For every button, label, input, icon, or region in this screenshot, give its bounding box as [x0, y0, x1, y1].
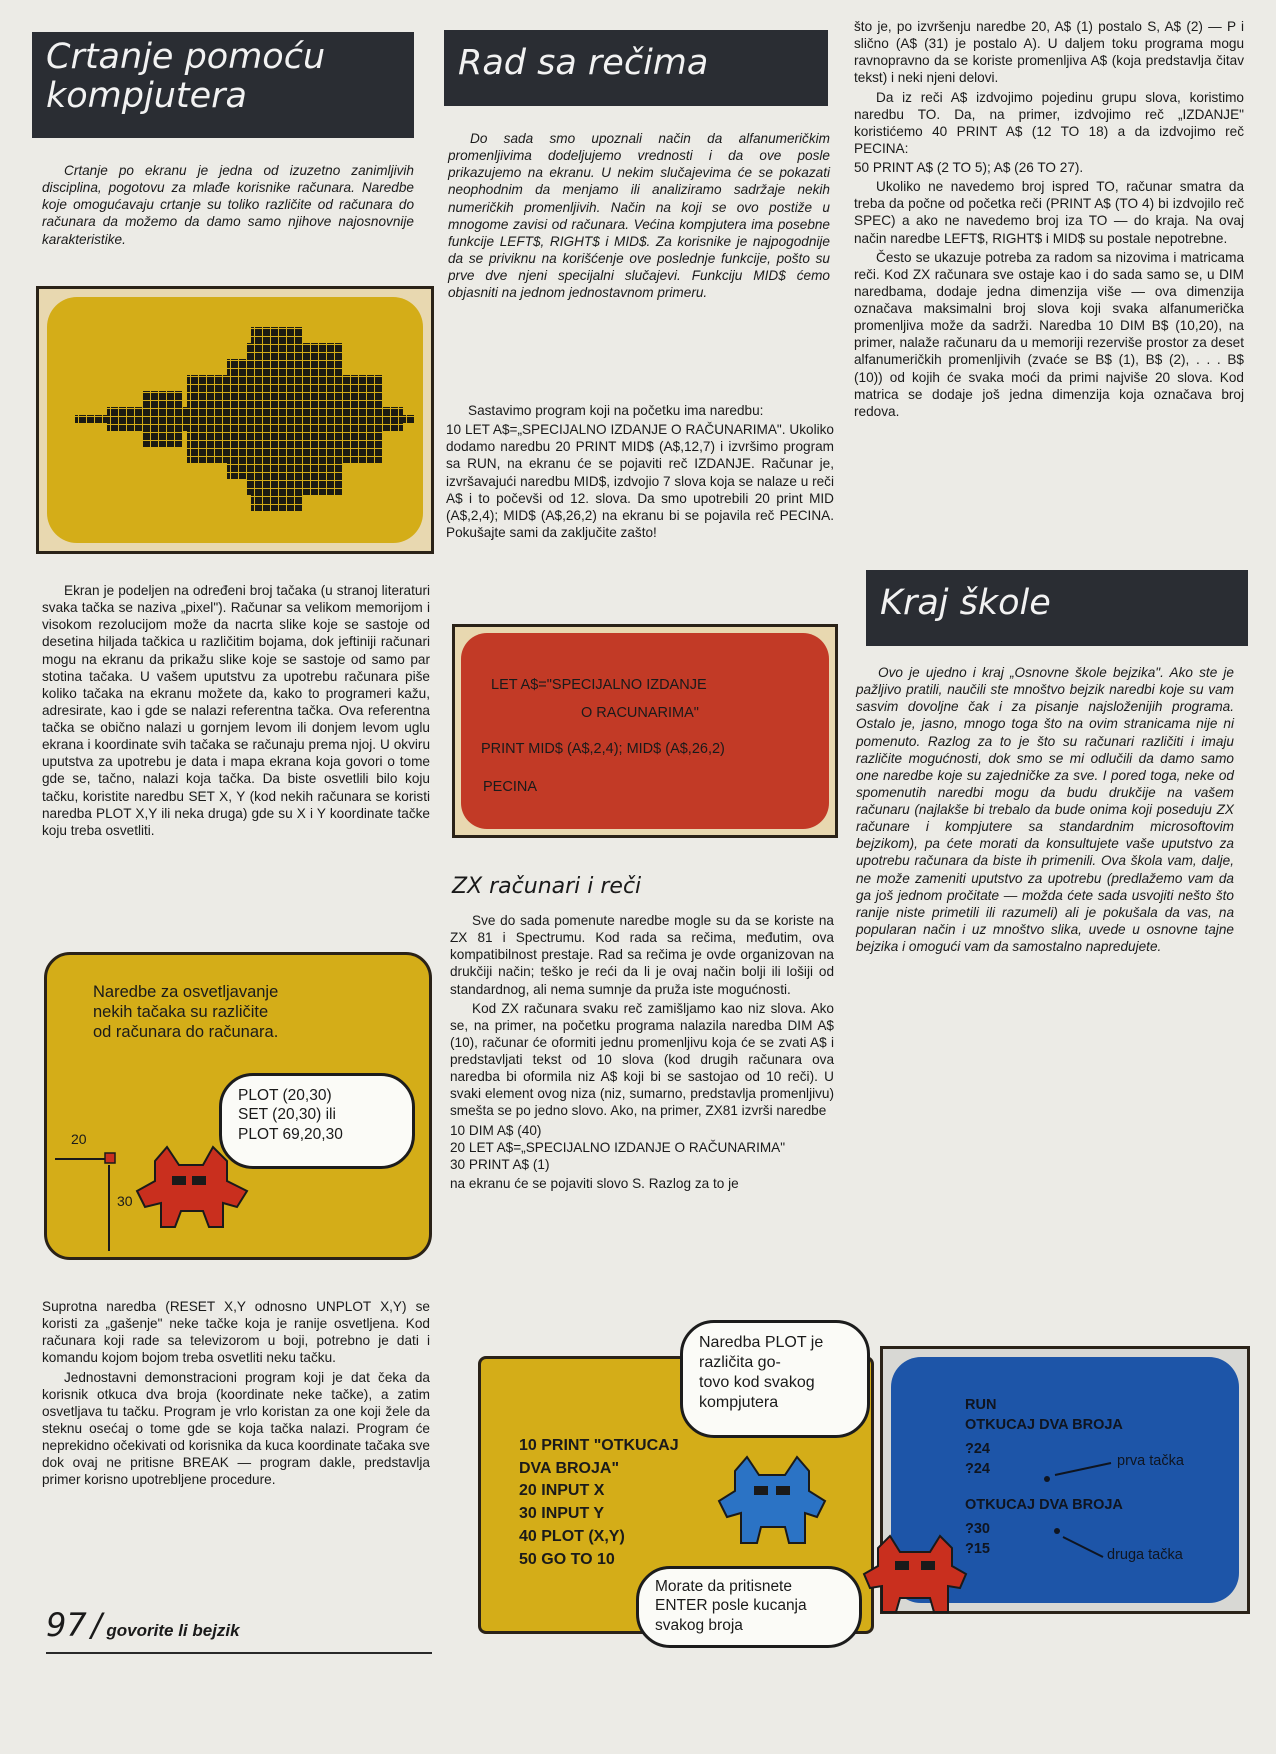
- plot-illustration-frame: [44, 952, 432, 1260]
- second-point-arrow: [1063, 1537, 1103, 1557]
- spaceship-screen: [47, 297, 423, 543]
- mid-example-screen-frame: [452, 624, 838, 838]
- spaceship-screen-frame: [36, 286, 434, 554]
- col2-intro-text: Do sada smo upoznali način da alfanumeričkim promenljivima dodeljujemo vrednosti i da ove posle prikazujemo na ekranu. U nekim slučajevima će se pokazati neophodnim da menjamo ili analiziramo sadržaje nekih numeričkih promenljivih. Način na koji se ovo postiže u mnogome zavisi od računara. Većina kompjutera ima posebne funkcije LEFT$, RIGHT$ i MID$. Za korisnike je najpogodnije da se priviknu na korišćenje ove poslednje funkcije, pošto su prve dve njeni specijalni slučajevi. Funkciju MID$ ćemo objasniti na jednom jednostavnom primeru.: [448, 131, 830, 301]
- col1-body2: [42, 1298, 430, 1490]
- spaceship-drawing: [47, 297, 423, 543]
- col3-p4-text: Ukoliko ne navedemo broj ispred TO, računar smatra da treba da počne od početka reči (PRINT A$ (TO 4) bi izdvojilo reč SPEC) a ako ne navedemo broj iza TO — do kraja. Na ovaj način naredbe LEFT$, RIGHT$ i MID$ su postale nepotrebne.: [854, 179, 1244, 246]
- x-coordinate-label: 20: [71, 1131, 87, 1147]
- second-point-label: druga tačka: [1107, 1547, 1183, 1563]
- col1-intro-text: Crtanje po ekranu je jedna od izuzetno zanimljivih disciplina, pogotovu za mlađe korisnike računara. Naredbe koje omogućavaju crtanje su toliko različite od računara do računara da možemo da damo samo njihove najosnovnije karakteristike.: [42, 163, 414, 247]
- magazine-title: govorite li bejzik: [106, 1621, 240, 1640]
- page-slash: /: [91, 1606, 102, 1644]
- screen-line-4: PECINA: [483, 779, 537, 795]
- col3-p2-text: Da iz reči A$ izdvojimo pojedinu grupu slova, koristimo naredbu TO. Da, na primer, izdvojimo reč „IZDANJE" koristićemo 40 PRINT A$ (12 TO 18) a da izdvojimo reč PECINA:: [854, 89, 1244, 156]
- section-title-text: Rad sa rečima: [458, 43, 709, 83]
- col3-p6-text: Ovo je ujedno i kraj „Osnovne škole bejzika". Ako ste je pažljivo pratili, naučili ste mnoštvo bejzik naredbi koje su vam sasvim dovoljne čak i za pisanje najsloženijih programa. Ostalo je, jasno, mnogo toga što na ovim stranicama nije ni pomenuto. Razlog za to je što su računari različiti i imaju različite mogućnosti, dok smo se mi odlučili da damo samo one naredbe koje su zajedničke za sve. I pored toga, neke od spomenutih naredbi mogu da budu drukčije na vašem računaru (najlakše bi trebalo da bude onima koji poseduju ZX računare i kompjutere sa standardnim microsoftovim bejzikom), pa ćete morati da konsultujete vaše uputstvo za upotrebu računara da biste ih primenili. Ova škola vam, dalje, ne može zameniti uputstvo za upotrebu (predlažemo vam da ga još jednom pročitate — možda ćete sada usvojiti nešto što ranije niste primetili ili razumeli) ali je pokušala da vas, na popularan način i uz mnoštvo slika, uvede u osnovne tajne bejzika i omogući vam da samostalno napredujete.: [856, 665, 1234, 954]
- screen-input-2: ?24: [965, 1461, 990, 1477]
- col3-p5-text: Često se ukazuje potreba za radom sa nizovima i matricama reči. Kod ZX računara sve ostaje kao i do sada samo se, u DIM naredbama, dodaje jedna dimenzija više — ova dimenzija označava maksimalni broj slova koji svaka alfanumerička promenljiva može da sadrži. Naredba 10 DIM B$ (10,20), na primer, nalaže računaru da u memoriji rezerviše prostor za deset alfanumeričkih promenljivih (zvaće se B$ (1), B$ (2), . . . B$ (10)) od kojih će svaka moći da primi najviše 20 slova. Kod matrica se dodaje još jedna dimenzija koja označava broj redova.: [854, 249, 1244, 419]
- spaceship-pixels: [75, 327, 415, 511]
- screen-run: RUN: [965, 1397, 997, 1413]
- screen-prompt-2: OTKUCAJ DVA BROJA: [965, 1497, 1123, 1513]
- col3-body1: [854, 18, 1244, 422]
- col3-p1-text: što je, po izvršenju naredbe 20, A$ (1) postalo S, A$ (2) — P i slično (A$ (31) je postalo A). U daljem toku programa mogu ravnopravno da se koriste promenljiva A$ (koja predstavlja čitav tekst) i neki njeni delovi.: [854, 19, 1244, 86]
- plot-diagram: [47, 955, 429, 1257]
- col3-p3-text: 50 PRINT A$ (2 TO 5); A$ (26 TO 27).: [854, 160, 1084, 175]
- col1-body1: [42, 582, 430, 841]
- col2-body1: [446, 402, 834, 543]
- col2-p1-text: Sastavimo program koji na početku ima naredbu:: [468, 403, 764, 418]
- blue-character-icon: [713, 1451, 833, 1571]
- first-point-arrow: [1055, 1463, 1111, 1475]
- y-coordinate-label: 30: [117, 1193, 133, 1209]
- screen-line-2: O RACUNARIMA": [581, 705, 699, 721]
- section-title-kraj-skole: [866, 570, 1248, 646]
- screen-input-4: ?15: [965, 1541, 990, 1557]
- col3-body2: [856, 664, 1234, 957]
- section-title-text: Crtanje pomoću kompjutera: [46, 37, 326, 117]
- col1-body2b-text: Jednostavni demonstracioni program koji je dat čeka da korisnik otkuca dva broja (koordinate neke tačke), a zatim osvetljava tu tačku. Program je vrlo koristan za one koji žele da steknu osećaj o tome gde se koja tačka nalazi. Program će neprekidno očekivati od korisnika da kuca koordinate tačaka sve dok ovaj ne pritisne BREAK — program dakle, predstavlja primer korisno upotrebljene procedure.: [42, 1369, 430, 1488]
- col2-p5-text: na ekranu će se pojaviti slovo S. Razlog za to je: [450, 1175, 739, 1191]
- screen-line-1: LET A$="SPECIJALNO IZDANJE: [491, 677, 707, 693]
- red-character-icon: [137, 1147, 247, 1227]
- first-point-dot: [1044, 1476, 1050, 1482]
- first-point-label: prva tačka: [1117, 1453, 1184, 1469]
- second-point-dot: [1054, 1528, 1060, 1534]
- section-title-rad-sa-recima: [444, 30, 828, 106]
- col2-p3-text: Sve do sada pomenute naredbe mogle su da se koriste na ZX 81 i Spectrumu. Kod rada sa rečima, međutim, ova kompatibilnost prestaje. Rad sa rečima je ovde organizovan na drukčiji način; teško je reći da li je ovaj način bolji ili lošiji od standardnog, ali nema sumnje da pruža iste mogućnosti.: [450, 913, 834, 997]
- col1-intro: [42, 162, 414, 250]
- zx-subtitle: ZX računari i reči: [452, 874, 642, 899]
- screen-line-3: PRINT MID$ (A$,2,4); MID$ (A$,26,2): [481, 741, 725, 757]
- col2-p4-text: Kod ZX računara svaku reč zamišljamo kao niz slova. Ako se, na primer, na početku programa nalazila naredba DIM A$ (10), računar će oformiti jednu promenljivu koja će se zvati A$ i predstavljati tekst od 10 slova (kod drugih računara ova naredba bi oformila niz A$ koji bi se sastojao od 10 reči). U svaki element ovog niza (niz, sumarno, predstavlja promenljivu) smešta se po jedno slovo. Ako, na primer, ZX81 izvrši naredbe: [450, 1000, 834, 1119]
- plot-illustration-caption: Naredbe za osvetljavanje nekih tačaka su različite od računara do računara.: [93, 983, 279, 1041]
- section-title-crtanje: [32, 32, 414, 138]
- screen-input-3: ?30: [965, 1521, 990, 1537]
- col2-code-text: 10 DIM A$ (40) 20 LET A$=„SPECIJALNO IZDANJE O RAČUNARIMA" 30 PRINT A$ (1): [450, 1122, 786, 1172]
- plot-speech-bubble: PLOT (20,30) SET (20,30) ili PLOT 69,20,30: [219, 1073, 415, 1169]
- mid-example-screen: [461, 633, 829, 829]
- red-invader-icon: [860, 1530, 970, 1630]
- page-footer: [46, 1606, 432, 1654]
- section-title-text: Kraj škole: [880, 583, 1051, 623]
- col2-body2: [450, 912, 834, 1194]
- plot-difference-bubble: Naredba PLOT je različita go- tovo kod svakog kompjutera: [680, 1320, 870, 1438]
- screen-prompt-1: OTKUCAJ DVA BROJA: [965, 1417, 1123, 1433]
- col1-body2a-text: Suprotna naredba (RESET X,Y odnosno UNPLOT X,Y) se koristi za „gašenje" neke tačke koja je ranije osvetljena. Kod računara koji rade sa televizorom u boji, potrebno je dati i komandu kojom bojom treba osvetliti neku tačku.: [42, 1299, 430, 1366]
- enter-hint-bubble: Morate da pritisnete ENTER posle kucanja svakog broja: [636, 1566, 862, 1648]
- plotted-point: [105, 1153, 115, 1163]
- page-number: 97: [46, 1606, 87, 1644]
- col2-intro: [448, 130, 830, 303]
- program-listing: 10 PRINT "OTKUCAJ DVA BROJA" 20 INPUT X 30 INPUT Y 40 PLOT (X,Y) 50 GO TO 10: [519, 1437, 679, 1568]
- col1-body1-text: Ekran je podeljen na određeni broj tačaka (u stranoj literaturi svaka tačka se naziva „pixel"). Računar sa velikom memorijom i visokom rezolucijom može da nacrta slike koje se sastoje od desetina hiljada tačkica u različitim bojama, dok jeftiniji računari mogu na ekranu da prikažu slike koje se sastoje od samo par stotina tačaka. U vašem uputstvu za upotrebu računara piše koliko tačaka na ekranu možete da, kako to programeri kažu, adresirate, kao i gde se nalazi referentna tačka. Ova referentna tačka se obično nalazi u gornjem levom ili donjem levom uglu ekrana i koordinate svih tačaka se računaju prema njoj. U okviru uputstva za upotrebu je data i mapa ekrana koja govori o tome gde se, tačno, nalazi koja tačka. Da biste osvetlili bilo koju tačku, koristite naredbu SET X, Y (kod nekih računara se koristi naredba PLOT X,Y ili neka druga) gde su X i Y koordinate tačke koju treba osvetliti.: [42, 583, 430, 838]
- col2-p2-text: 10 LET A$=„SPECIJALNO IZDANJE O RAČUNARIMA". Ukoliko dodamo naredbu 20 PRINT MID$ (A$,12,7) i izvršimo program sa RUN, na ekranu će se pojaviti reč IZDANJE. Računar je, izvršavajući naredbu MID$, izdvojio 7 slova koja se nalaze u reči A$ i to počevši od 12. slova. Da smo upotrebili 20 print MID (A$,2,4); MID$ (A$,26,2) na ekranu bi se pojavila reč PECINA. Pokušajte sami da zaključite zašto!: [446, 422, 834, 540]
- screen-input-1: ?24: [965, 1441, 990, 1457]
